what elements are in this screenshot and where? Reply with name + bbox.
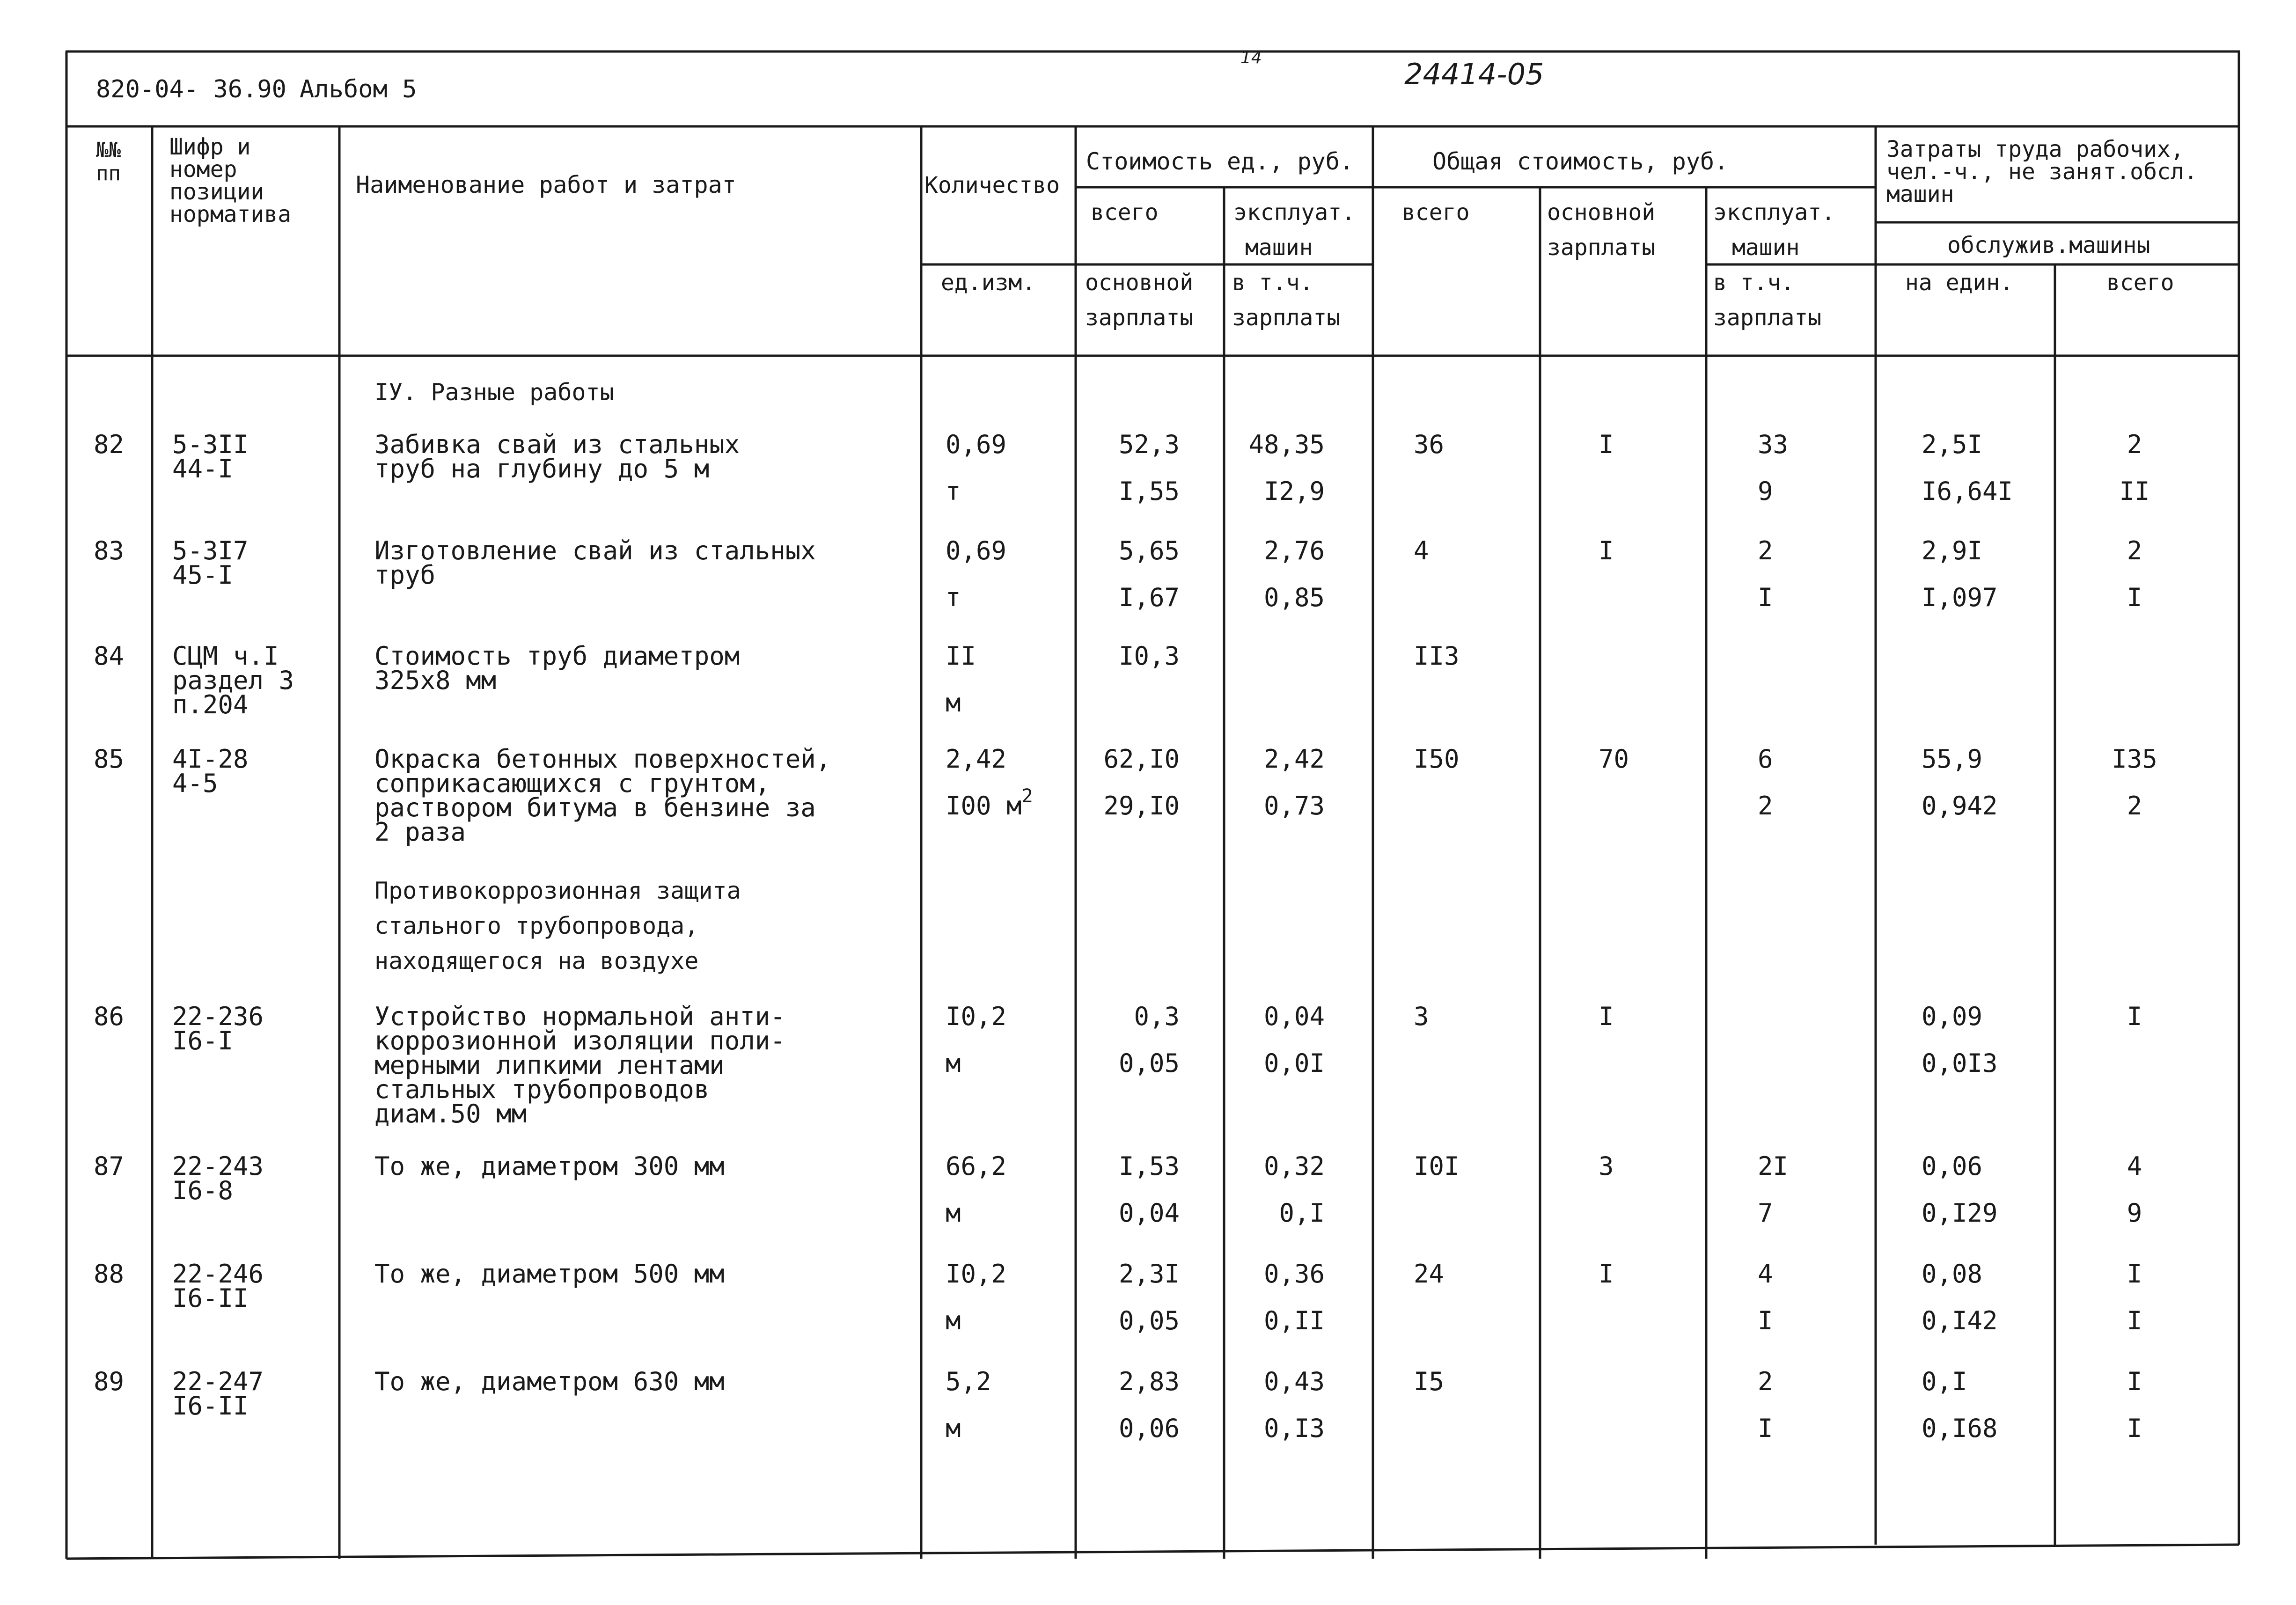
row-unit-cost-total: 2,3I [1118, 1259, 1180, 1289]
row-number: 83 [93, 536, 124, 565]
row-unit-cost-machine: 0,04 [1263, 1002, 1325, 1031]
row-unit-cost-incl: I2,9 [1263, 476, 1325, 506]
header-total-cost-incl: в т.ч. зарплаты [1713, 270, 1822, 331]
row-total-incl: 7 [1758, 1198, 1773, 1228]
header-total-cost-salary: основной зарплаты [1547, 199, 1656, 261]
row-labor-total: I [2127, 1367, 2142, 1396]
row-code: 22-246 I6-II [172, 1259, 264, 1313]
header-labor-machine: обслужив.машины [1947, 232, 2150, 258]
row-total-cost: 4 [1414, 536, 1429, 565]
row-labor-unit: 0,I [1922, 1367, 1967, 1396]
header-unit-cost-salary: основной зарплаты [1085, 270, 1194, 331]
row-unit-cost-machine: 0,43 [1263, 1367, 1325, 1396]
row-labor-unit: 2,5I [1922, 430, 1983, 459]
row-unit-cost-total: 52,3 [1118, 430, 1180, 459]
row-total-machine: 2 [1758, 536, 1773, 565]
row-unit: м [946, 1306, 961, 1335]
row-code: 22-247 I6-II [172, 1367, 264, 1421]
page-header [96, 48, 1544, 103]
row-total-incl: I [1758, 583, 1773, 612]
row-quantity: I0,2 [946, 1259, 1007, 1289]
row-unit-cost-total: I0,3 [1118, 641, 1180, 671]
row-code: СЦМ ч.I раздел 3 п.204 [172, 641, 294, 719]
row-name: То же, диаметром 500 мм [374, 1259, 725, 1289]
row-unit-cost-salary: I,55 [1118, 476, 1180, 506]
row-quantity: I0,2 [946, 1002, 1007, 1031]
row-unit-cost-salary: 0,06 [1118, 1414, 1180, 1443]
row-quantity: 66,2 [946, 1151, 1007, 1181]
row-total-cost: 36 [1414, 430, 1445, 459]
row-number: 86 [93, 1002, 124, 1031]
row-labor-unit-2: 0,0I3 [1922, 1048, 1998, 1078]
row-quantity: 0,69 [946, 430, 1007, 459]
row-total-cost: 24 [1414, 1259, 1445, 1289]
row-labor-total-2: I [2127, 583, 2142, 612]
row-unit-cost-salary: 29,I0 [1103, 791, 1180, 821]
row-unit: т [946, 476, 961, 506]
album-label: Альбом 5 [300, 75, 417, 103]
header-labor-per-unit: на един. [1905, 270, 2014, 296]
row-total-salary: I [1599, 536, 1614, 565]
row-number: 84 [93, 641, 124, 671]
row-name: Окраска бетонных поверхностей, соприкасающихся с грунтом, раствором битума в бензине за 2 раза [374, 744, 831, 847]
row-labor-total-2: I [2127, 1414, 2142, 1443]
row-total-salary: I [1599, 1002, 1614, 1031]
row-labor-unit: 55,9 [1922, 744, 1983, 774]
row-code: 5-3I7 45-I [172, 536, 249, 590]
row-code: 4I-28 4-5 [172, 744, 249, 798]
row-unit-cost-total: I,53 [1118, 1151, 1180, 1181]
row-total-salary: 70 [1599, 744, 1629, 774]
row-total-machine: 2 [1758, 1367, 1773, 1396]
row-total-incl: 2 [1758, 791, 1773, 821]
row-total-machine: 33 [1758, 430, 1789, 459]
row-total-salary: I [1599, 1259, 1614, 1289]
row-code: 5-3II 44-I [172, 430, 249, 484]
row-unit: м [946, 688, 961, 718]
row-labor-total-2: I [2127, 1306, 2142, 1335]
header-unit-cost-total: всего [1091, 199, 1159, 226]
row-unit-cost-salary: 0,05 [1118, 1306, 1180, 1335]
row-quantity: II [946, 641, 976, 671]
section-title: IУ. Разные работы [374, 379, 614, 406]
column-headers [96, 134, 2211, 331]
row-unit-cost-total: 62,I0 [1103, 744, 1180, 774]
header-unit-cost-machine: эксплуат. машин [1233, 199, 1356, 261]
subsection-title: Противокоррозионная защита стального трубопровода, находящегося на воздухе [374, 877, 741, 975]
row-name: То же, диаметром 300 мм [374, 1151, 725, 1181]
row-unit: м [946, 1048, 961, 1078]
row-labor-total: I [2127, 1259, 2142, 1289]
row-labor-total-2: II [2119, 476, 2150, 506]
row-total-incl: 9 [1758, 476, 1773, 506]
row-unit-cost-total: 5,65 [1118, 536, 1180, 565]
row-unit-cost-incl: 0,I3 [1263, 1414, 1325, 1443]
header-code: Шифр и номер позиции норматива [169, 134, 292, 227]
row-quantity: 0,69 [946, 536, 1007, 565]
row-unit-cost-incl: 0,85 [1263, 583, 1325, 612]
row-unit-cost-salary: I,67 [1118, 583, 1180, 612]
row-code: 22-243 I6-8 [172, 1151, 264, 1205]
header-total-cost-machine: эксплуат. машин [1713, 199, 1835, 261]
header-quantity: Количество [924, 172, 1060, 198]
row-number: 88 [93, 1259, 124, 1289]
frame-bottom [66, 1545, 2239, 1559]
row-labor-total-2: 2 [2127, 791, 2142, 821]
row-total-salary: I [1599, 430, 1614, 459]
row-unit-cost-total: 0,3 [1134, 1002, 1180, 1031]
row-total-cost: I5 [1414, 1367, 1445, 1396]
row-number: 85 [93, 744, 124, 774]
row-unit-cost-salary: 0,04 [1118, 1198, 1180, 1228]
row-labor-unit: 2,9I [1922, 536, 1983, 565]
row-labor-unit: 0,08 [1922, 1259, 1983, 1289]
row-labor-unit-2: 0,942 [1922, 791, 1998, 821]
row-total-incl: I [1758, 1306, 1773, 1335]
row-unit-cost-incl: 0,I [1279, 1198, 1325, 1228]
row-number: 82 [93, 430, 124, 459]
row-labor-unit: 0,06 [1922, 1151, 1983, 1181]
row-name: Изготовление свай из стальных труб [374, 536, 816, 590]
row-total-cost: I0I [1414, 1151, 1460, 1181]
row-number: 89 [93, 1367, 124, 1396]
doc-code: 820-04- 36.90 [96, 75, 286, 103]
row-labor-total: 2 [2127, 536, 2142, 565]
row-labor-unit-2: I,097 [1922, 583, 1998, 612]
row-unit-cost-machine: 48,35 [1248, 430, 1325, 459]
row-labor-total: I35 [2112, 744, 2157, 774]
row-name: То же, диаметром 630 мм [374, 1367, 725, 1396]
row-total-incl: I [1758, 1414, 1773, 1443]
row-labor-total: I [2127, 1002, 2142, 1031]
header-labor-total: всего [2106, 270, 2174, 296]
row-unit-cost-machine: 2,76 [1263, 536, 1325, 565]
row-labor-unit-2: 0,I29 [1922, 1198, 1998, 1228]
row-labor-unit-2: 0,I42 [1922, 1306, 1998, 1335]
header-unit-cost-incl: в т.ч. зарплаты [1232, 270, 1341, 331]
row-labor-unit-2: 0,I68 [1922, 1414, 1998, 1443]
row-name: Стоимость труб диаметром 325х8 мм [374, 641, 740, 695]
row-unit: м [946, 1414, 961, 1443]
row-unit: м [946, 1198, 961, 1228]
row-unit-cost-incl: 0,II [1263, 1306, 1325, 1335]
row-total-machine: 2I [1758, 1151, 1789, 1181]
row-unit-cost-incl: 0,0I [1263, 1048, 1325, 1078]
header-unit-cost: Стоимость ед., руб. [1086, 148, 1354, 175]
row-labor-unit-2: I6,64I [1922, 476, 2013, 506]
header-unit: ед.изм. [941, 270, 1036, 296]
row-name: Забивка свай из стальных труб на глубину до 5 м [374, 430, 740, 484]
row-unit-cost-incl: 0,73 [1263, 791, 1325, 821]
row-quantity: 2,42 [946, 744, 1007, 774]
row-labor-unit: 0,09 [1922, 1002, 1983, 1031]
row-unit-cost-total: 2,83 [1118, 1367, 1180, 1396]
header-num: №№ пп [96, 138, 121, 185]
row-labor-total-2: 9 [2127, 1198, 2142, 1228]
row-unit-cost-machine: 0,36 [1263, 1259, 1325, 1289]
row-unit-cost-machine: 0,32 [1263, 1151, 1325, 1181]
row-number: 87 [93, 1151, 124, 1181]
row-total-machine: 4 [1758, 1259, 1773, 1289]
row-total-cost: I50 [1414, 744, 1460, 774]
row-code: 22-236 I6-I [172, 1002, 264, 1055]
row-unit-cost-machine: 2,42 [1263, 744, 1325, 774]
row-labor-total: 4 [2127, 1151, 2142, 1181]
row-total-cost: 3 [1414, 1002, 1429, 1031]
header-name: Наименование работ и затрат [356, 171, 736, 198]
row-total-cost: II3 [1414, 641, 1460, 671]
handwritten-code: 24414-05 [1404, 57, 1544, 91]
header-labor: Затраты труда рабочих, чел.-ч., не занят.обсл. машин [1886, 136, 2198, 207]
row-unit: I00 $м^2$ [946, 785, 1033, 821]
header-total-cost: Общая стоимость, руб. [1432, 148, 1729, 175]
row-labor-total: 2 [2127, 430, 2142, 459]
row-unit-cost-salary: 0,05 [1118, 1048, 1180, 1078]
row-quantity: 5,2 [946, 1367, 991, 1396]
row-name: Устройство нормальной анти-коррозионной изоляции поли-мерными липкими лентами стальных трубопроводов диам.50 мм [374, 1002, 785, 1129]
page-number: 14 [1240, 48, 1262, 67]
row-unit: т [946, 583, 961, 612]
row-total-salary: 3 [1599, 1151, 1614, 1181]
row-total-machine: 6 [1758, 744, 1773, 774]
header-total-cost-total: всего [1402, 199, 1470, 226]
